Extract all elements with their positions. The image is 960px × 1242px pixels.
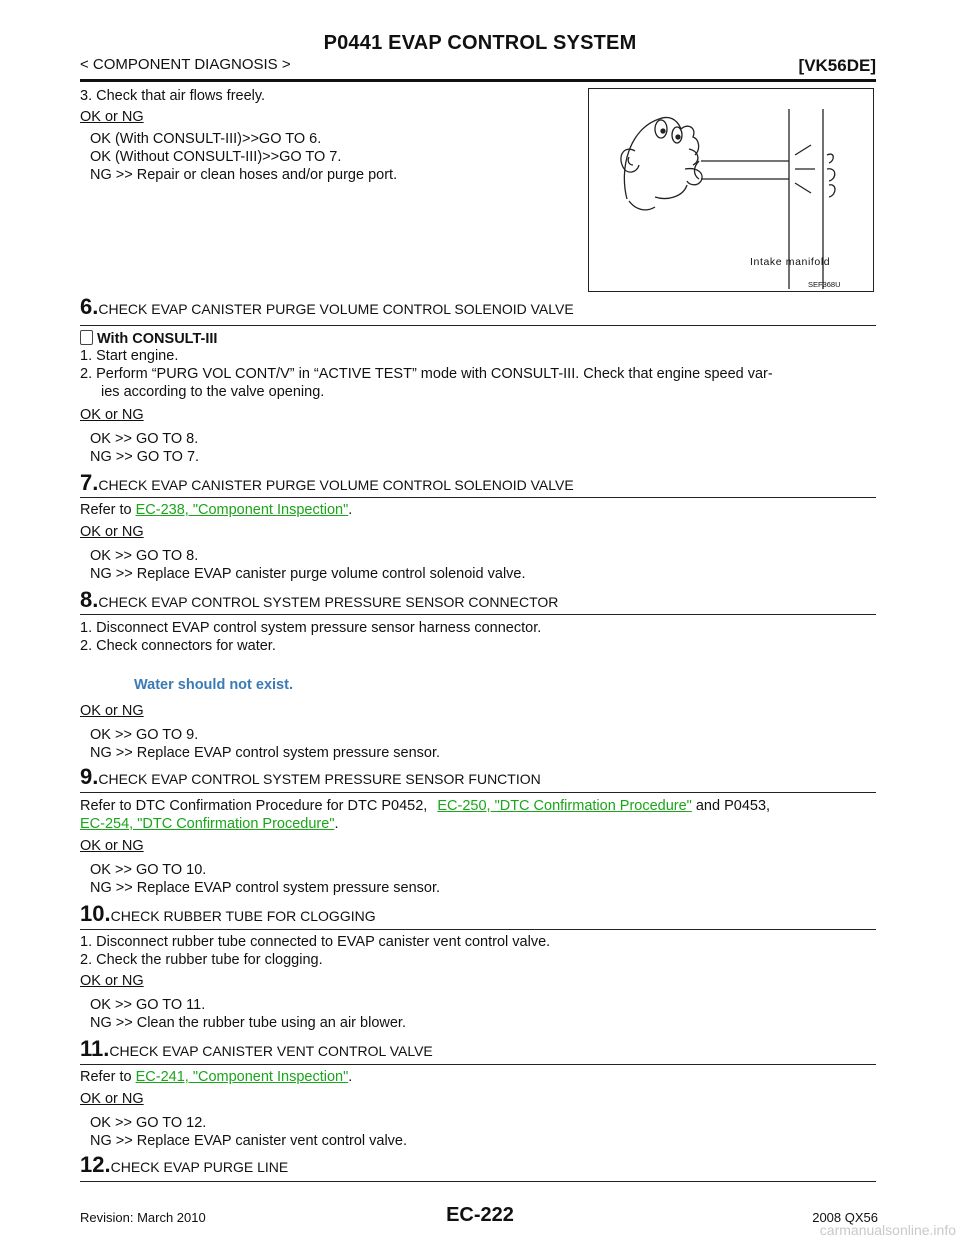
footer-model: 2008 QX56 xyxy=(812,1210,878,1225)
ec-250-link[interactable]: EC-250, "DTC Confirmation Procedure" xyxy=(437,798,692,814)
step-10-heading xyxy=(80,901,376,927)
step-rule xyxy=(80,497,876,498)
intro-instruction: 3. Check that air flows freely. xyxy=(80,88,266,104)
step-6-result-ng: NG >> GO TO 7. xyxy=(90,449,200,465)
section-label: < COMPONENT DIAGNOSIS > xyxy=(80,56,291,73)
step-9-refer: Refer to DTC Confirmation Procedure for DTC P0452, EC-250, "DTC Confirmation Procedure" and P0453, xyxy=(80,798,771,814)
step-6-line-2: 2. Perform “PURG VOL CONT/V” in “ACTIVE TEST” mode with CONSULT-III. Check that engine speed var- xyxy=(80,366,773,382)
step-title: CHECK EVAP PURGE LINE xyxy=(110,1159,289,1175)
step-number: 6. xyxy=(80,294,99,319)
step-title: CHECK RUBBER TUBE FOR CLOGGING xyxy=(110,908,376,924)
step-9-result-ok: OK >> GO TO 10. xyxy=(90,862,207,878)
step-11-result-label: OK or NG xyxy=(80,1091,144,1107)
step-6-line-1: 1. Start engine. xyxy=(80,348,179,364)
step-10-result-label: OK or NG xyxy=(80,973,144,989)
step-8-line-2: 2. Check connectors for water. xyxy=(80,638,276,654)
step-10-line-1: 1. Disconnect rubber tube connected to EVAP canister vent control valve. xyxy=(80,934,551,950)
step-6-result-ok: OK >> GO TO 8. xyxy=(90,431,199,447)
step-9-result-ng: NG >> Replace EVAP control system pressure sensor. xyxy=(90,880,441,896)
engine-code: [VK56DE] xyxy=(798,56,876,75)
intro-result-label: OK or NG xyxy=(80,109,144,125)
footer-revision: Revision: March 2010 xyxy=(80,1210,206,1225)
intro-result-1: OK (With CONSULT-III)>>GO TO 6. xyxy=(90,131,322,147)
consult-mode: With CONSULT-III xyxy=(80,330,217,348)
step-8-note: Water should not exist. xyxy=(134,677,293,693)
step-11-refer: Refer to EC-241, "Component Inspection". xyxy=(80,1069,353,1085)
step-number: 11. xyxy=(80,1036,110,1061)
step-rule xyxy=(80,1064,876,1065)
ec-254-link[interactable]: EC-254, "DTC Confirmation Procedure" xyxy=(80,816,335,832)
watermark: carmanualsonline.info xyxy=(819,1222,956,1238)
step-9-heading xyxy=(80,764,541,790)
step-title: CHECK EVAP CONTROL SYSTEM PRESSURE SENSOR CONNECTOR xyxy=(98,594,559,610)
step-8-result-label: OK or NG xyxy=(80,703,144,719)
step-8-result-ok: OK >> GO TO 9. xyxy=(90,727,199,743)
footer-page-number: EC-222 xyxy=(446,1204,514,1226)
header-rule xyxy=(80,79,876,82)
figure-caption: Intake manifold xyxy=(750,256,831,268)
step-10-result-ok: OK >> GO TO 11. xyxy=(90,997,206,1013)
step-12-heading xyxy=(80,1152,288,1178)
step-9-refer-cont: EC-254, "DTC Confirmation Procedure". xyxy=(80,816,339,832)
step-title: CHECK EVAP CANISTER PURGE VOLUME CONTROL SOLENOID VALVE xyxy=(98,301,574,317)
step-8-line-1: 1. Disconnect EVAP control system pressure sensor harness connector. xyxy=(80,620,542,636)
step-6-result-label: OK or NG xyxy=(80,407,144,423)
step-7-result-ng: NG >> Replace EVAP canister purge volume control solenoid valve. xyxy=(90,566,526,582)
illustration-figure xyxy=(588,88,874,292)
person-blowing-illustration xyxy=(589,89,873,291)
step-8-heading xyxy=(80,587,558,613)
step-7-heading xyxy=(80,470,574,496)
step-number: 7. xyxy=(80,470,99,495)
step-rule xyxy=(80,929,876,930)
intro-result-2: OK (Without CONSULT-III)>>GO TO 7. xyxy=(90,149,342,165)
step-title: CHECK EVAP CONTROL SYSTEM PRESSURE SENSOR FUNCTION xyxy=(98,771,541,787)
step-rule xyxy=(80,792,876,793)
step-title: CHECK EVAP CANISTER VENT CONTROL VALVE xyxy=(109,1043,433,1059)
step-rule xyxy=(80,325,876,326)
step-10-line-2: 2. Check the rubber tube for clogging. xyxy=(80,952,323,968)
step-11-result-ok: OK >> GO TO 12. xyxy=(90,1115,207,1131)
step-number: 12. xyxy=(80,1152,111,1177)
step-rule xyxy=(80,1181,876,1182)
step-number: 9. xyxy=(80,764,99,789)
step-7-refer: Refer to EC-238, "Component Inspection". xyxy=(80,502,353,518)
step-number: 8. xyxy=(80,587,99,612)
figure-id: SEF368U xyxy=(808,280,841,289)
page-title: P0441 EVAP CONTROL SYSTEM xyxy=(323,32,637,54)
step-title: CHECK EVAP CANISTER PURGE VOLUME CONTROL SOLENOID VALVE xyxy=(98,477,574,493)
step-6-line-3: ies according to the valve opening. xyxy=(101,384,325,400)
intro-result-3: NG >> Repair or clean hoses and/or purge port. xyxy=(90,167,398,183)
step-7-result-label: OK or NG xyxy=(80,524,144,540)
ec-238-link[interactable]: EC-238, "Component Inspection" xyxy=(135,502,349,518)
step-9-result-label: OK or NG xyxy=(80,838,144,854)
consult-icon xyxy=(80,330,93,345)
step-7-result-ok: OK >> GO TO 8. xyxy=(90,548,199,564)
step-6-heading xyxy=(80,294,574,320)
ec-241-link[interactable]: EC-241, "Component Inspection" xyxy=(135,1069,349,1085)
step-number: 10. xyxy=(80,901,111,926)
step-rule xyxy=(80,614,876,615)
step-10-result-ng: NG >> Clean the rubber tube using an air blower. xyxy=(90,1015,406,1031)
step-11-heading xyxy=(80,1036,433,1062)
step-8-result-ng: NG >> Replace EVAP control system pressure sensor. xyxy=(90,745,441,761)
step-11-result-ng: NG >> Replace EVAP canister vent control valve. xyxy=(90,1133,408,1149)
